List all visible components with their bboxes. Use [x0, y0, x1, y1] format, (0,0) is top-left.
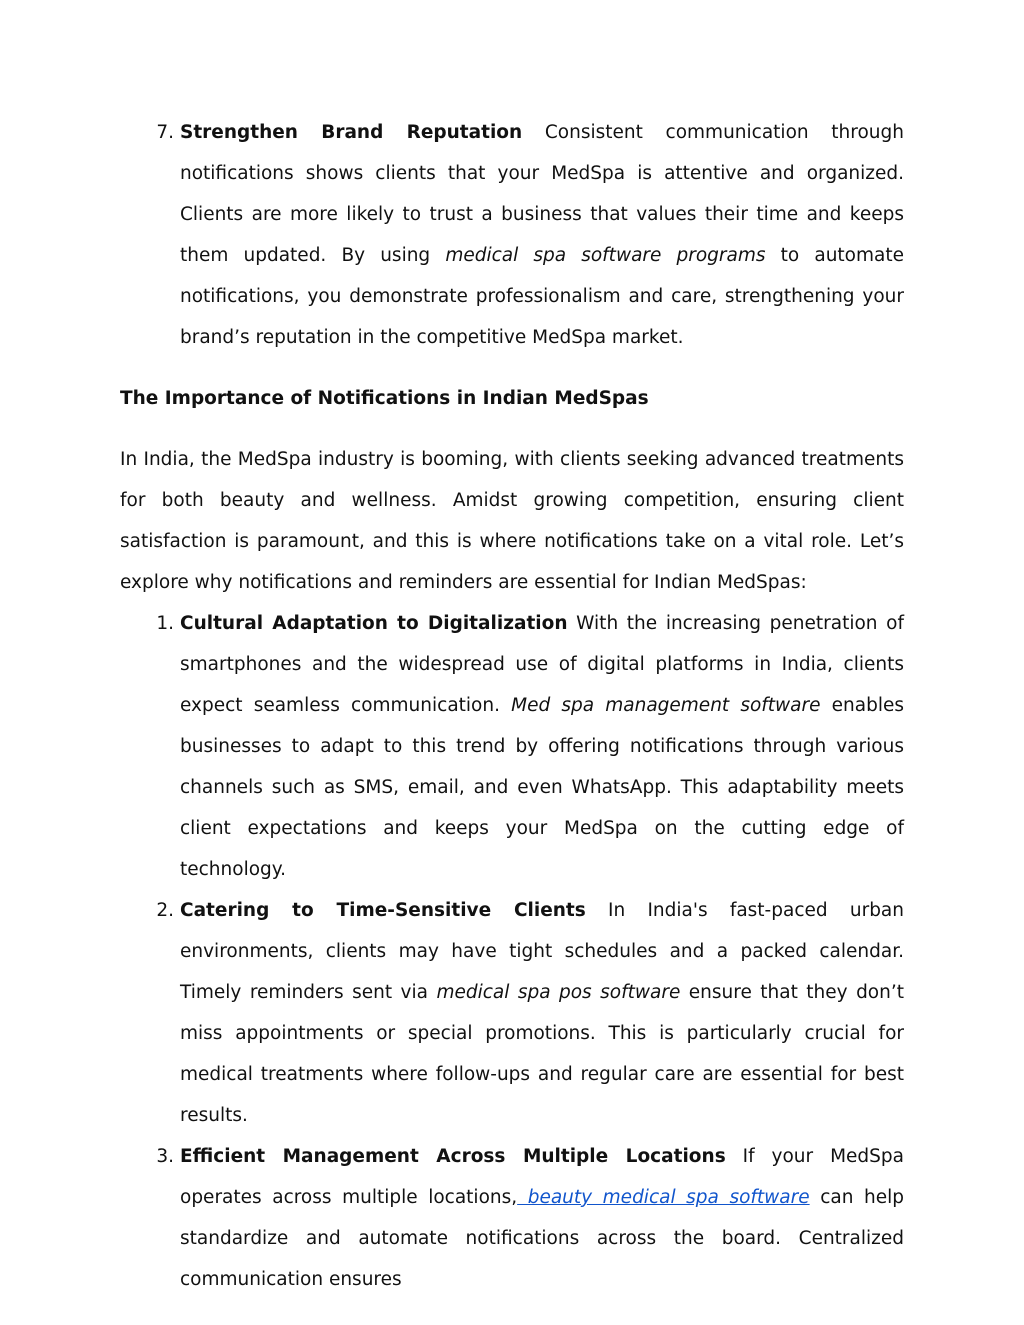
list-item-7-container [120, 112, 904, 358]
list-number: 2. [156, 900, 174, 921]
list-number: 3. [156, 1146, 174, 1167]
list-item [120, 1136, 904, 1300]
section-intro: In India, the MedSpa industry is booming, with clients seeking advanced treatments for both beauty and wellness. Amidst growing competition, ensuring client satisfaction is paramount, and this is where notifications take on a vital role. Let’s explore why notifications and reminders are essential for Indian MedSpas: [120, 449, 904, 593]
list-number: 1. [156, 613, 174, 634]
item-text: If your MedSpa operates across multiple locations, [180, 1146, 904, 1208]
item-text: With the increasing penetration of smartphones and the widespread use of digital platforms in India, clients expect seamless communication. [180, 613, 904, 716]
list-number: 7. [156, 122, 174, 143]
numbered-list [120, 603, 904, 1300]
list-item [120, 603, 904, 890]
list-item [120, 890, 904, 1136]
item-emphasis: Med spa management software [511, 695, 821, 716]
item-title: Cultural Adaptation to Digitalization [180, 613, 568, 634]
document-content [120, 112, 904, 1300]
item-text: Consistent communication through notifications shows clients that your MedSpa is attentive and organized. Clients are more likely to trust a business that values their time and keeps them updated. By using [180, 122, 904, 266]
item-text: In India's fast-paced urban environments, clients may have tight schedules and a packed calendar. Timely reminders sent via [180, 900, 904, 1003]
section-heading: The Importance of Notifications in Indian MedSpas [120, 388, 649, 409]
item-text: can help standardize and automate notifications across the board. Centralized communication ensures [180, 1187, 904, 1290]
item-text: ensure that they don’t miss appointments or special promotions. This is particularly crucial for medical treatments where follow-ups and regular care are essential for best results. [180, 982, 904, 1126]
item-emphasis: medical spa pos software [436, 982, 681, 1003]
list-item [120, 112, 904, 358]
item-text: to automate notifications, you demonstrate professionalism and care, strengthening your brand’s reputation in the competitive MedSpa market. [180, 245, 904, 348]
beauty-medical-spa-software-link[interactable]: beauty medical spa software [517, 1187, 810, 1208]
item-emphasis: medical spa software programs [445, 245, 766, 266]
item-title: Catering to Time-Sensitive Clients [180, 900, 586, 921]
item-text: enables businesses to adapt to this trend by offering notifications through various channels such as SMS, email, and even WhatsApp. This adaptability meets client expectations and keeps your MedSpa on the cutting edge of technology. [180, 695, 904, 880]
item-title: Efficient Management Across Multiple Locations [180, 1146, 726, 1167]
item-title: Strengthen Brand Reputation [180, 122, 523, 143]
